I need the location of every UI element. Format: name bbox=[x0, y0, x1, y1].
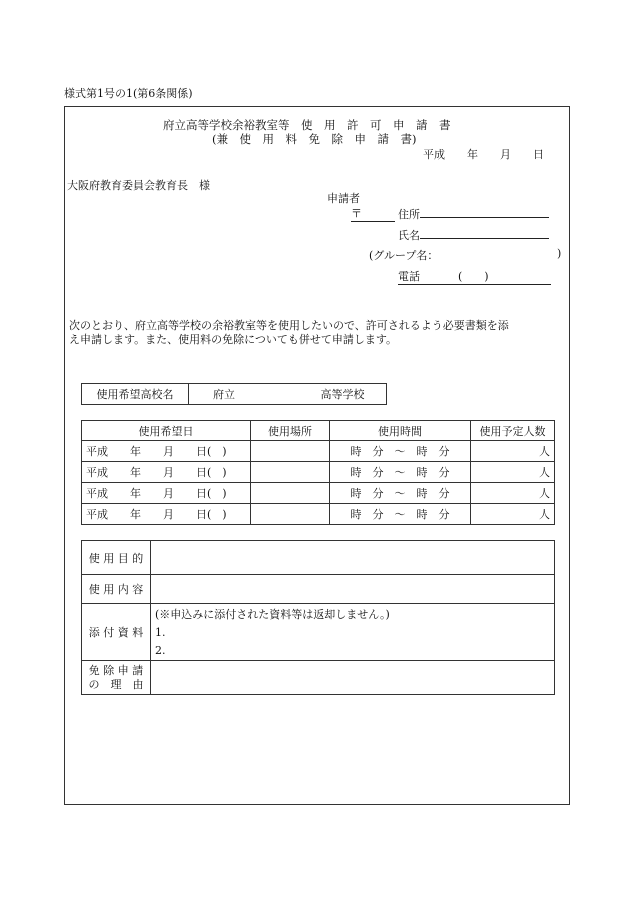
group-close: ) bbox=[557, 247, 562, 260]
time-cell[interactable]: 時 分 ～ 時 分 bbox=[330, 462, 471, 483]
postal-field: 〒 bbox=[351, 205, 395, 222]
school-name-field[interactable] bbox=[189, 384, 387, 405]
address-field[interactable] bbox=[420, 205, 549, 218]
content-field[interactable] bbox=[151, 575, 555, 604]
usage-table bbox=[81, 420, 555, 525]
school-suffix: 高等学校 bbox=[320, 388, 365, 401]
table-row bbox=[82, 441, 555, 462]
table-row bbox=[82, 504, 555, 525]
form-title: 府立高等学校余裕教室等 使 用 許 可 申 請 書 bbox=[163, 118, 451, 132]
place-cell[interactable] bbox=[251, 441, 330, 462]
phone-paren: ( ) bbox=[458, 270, 489, 283]
name-label: 氏名 bbox=[398, 229, 420, 242]
school-prefix: 府立 bbox=[213, 388, 235, 401]
name-field[interactable] bbox=[420, 226, 549, 239]
phone-field[interactable] bbox=[398, 268, 551, 285]
people-cell[interactable]: 人 bbox=[471, 504, 555, 525]
details-table bbox=[81, 540, 555, 695]
exempt-label-1: 免 除 申 請 bbox=[88, 663, 144, 677]
addressee: 大阪府教育委員会教育長 様 bbox=[67, 179, 210, 192]
place-cell[interactable] bbox=[251, 504, 330, 525]
header-time: 使用時間 bbox=[330, 421, 471, 441]
body-text-line1: 次のとおり、府立高等学校の余裕教室等を使用したいので、許可されるよう必要書類を添 bbox=[69, 319, 509, 332]
group-label: (グループ名： bbox=[369, 249, 439, 262]
body-text-line2: え申請します。また、使用料の免除についても併せて申請します。 bbox=[69, 333, 398, 346]
attach-item-1: 1. bbox=[155, 626, 166, 639]
time-cell[interactable]: 時 分 ～ 時 分 bbox=[330, 441, 471, 462]
date-cell[interactable]: 平成 年 月 日( ) bbox=[82, 462, 251, 483]
content-label: 使 用 内 容 bbox=[82, 575, 151, 604]
table-row bbox=[82, 462, 555, 483]
place-cell[interactable] bbox=[251, 462, 330, 483]
form-subtitle: (兼 使 用 料 免 除 申 請 書) bbox=[212, 132, 417, 146]
phone-row bbox=[398, 268, 551, 285]
people-cell[interactable]: 人 bbox=[471, 441, 555, 462]
school-box bbox=[81, 383, 387, 405]
header-place: 使用場所 bbox=[251, 421, 330, 441]
phone-label: 電話 bbox=[398, 270, 420, 283]
name-row bbox=[398, 226, 549, 243]
attach-field[interactable] bbox=[151, 604, 555, 661]
date-cell[interactable]: 平成 年 月 日( ) bbox=[82, 483, 251, 504]
exempt-field[interactable] bbox=[151, 661, 555, 695]
postal-mark bbox=[351, 205, 395, 222]
exempt-label bbox=[82, 661, 151, 695]
attach-label: 添 付 資 料 bbox=[82, 604, 151, 661]
address-label: 住所 bbox=[398, 208, 420, 221]
header-date: 使用希望日 bbox=[82, 421, 251, 441]
people-cell[interactable]: 人 bbox=[471, 462, 555, 483]
time-cell[interactable]: 時 分 ～ 時 分 bbox=[330, 483, 471, 504]
attach-item-2: 2. bbox=[155, 644, 166, 657]
time-cell[interactable]: 時 分 ～ 時 分 bbox=[330, 504, 471, 525]
exempt-label-2: の 理 由 bbox=[88, 677, 144, 691]
people-cell[interactable]: 人 bbox=[471, 483, 555, 504]
date-line: 平成 年 月 日 bbox=[423, 148, 544, 161]
date-cell[interactable]: 平成 年 月 日( ) bbox=[82, 441, 251, 462]
address-row bbox=[398, 205, 549, 222]
header-people: 使用予定人数 bbox=[471, 421, 555, 441]
form-id: 様式第1号の1(第6条関係) bbox=[64, 87, 193, 100]
table-row bbox=[82, 483, 555, 504]
purpose-field[interactable] bbox=[151, 541, 555, 575]
date-cell[interactable]: 平成 年 月 日( ) bbox=[82, 504, 251, 525]
purpose-label: 使 用 目 的 bbox=[82, 541, 151, 575]
place-cell[interactable] bbox=[251, 483, 330, 504]
applicant-label: 申請者 bbox=[327, 192, 360, 205]
school-box-label: 使用希望高校名 bbox=[82, 384, 189, 405]
attach-note: (※申込みに添付された資料等は返却しません。) bbox=[155, 608, 390, 621]
